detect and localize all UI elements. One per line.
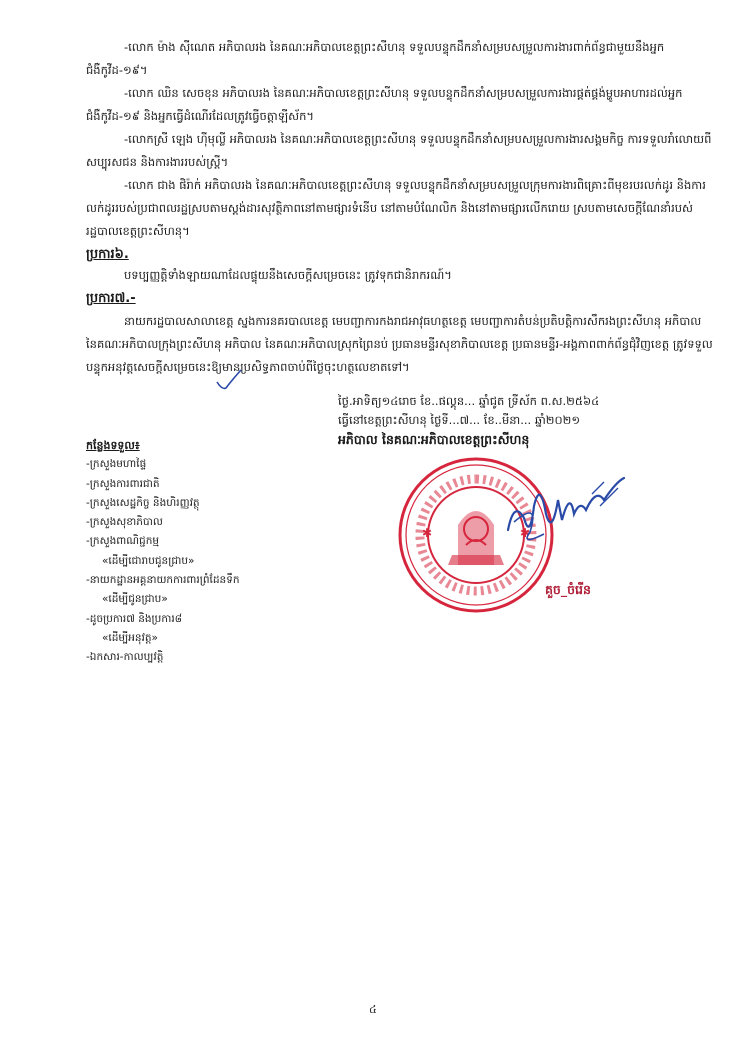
lunar-date: ថ្ងៃ.អាទិត្យ១៤រោច ខែ..ផល្គុន... ឆ្នាំជូត ទ្រីស័ក ព.ស.២៥៦៤	[338, 394, 600, 408]
recipients-title: កន្លែងទទួល៖	[86, 439, 140, 452]
paragraph-deputy-3: -លោកស្រី ឡេង ហ៊ីមុល្លី អភិបាលរង នៃគណៈអភិបាលខេត្តព្រះសីហនុ ទទួលបន្ទុកដឹកនាំសម្របសម្រួលការងារសង្គមកិច្ច ការទទួលរាំលោយពីសប្បុរសជន និងការងាររបស់ស្ត្រី។	[86, 132, 712, 169]
article-7-heading: ប្រការ៧.-	[86, 291, 136, 306]
page-number: ៤	[369, 1003, 377, 1016]
recipient-item: -ក្រសួងការពារជាតិ	[86, 477, 160, 490]
solar-date: ធ្វើនៅខេត្តព្រះសីហនុ ថ្ងៃទី...៧... ខែ..មីនា... ឆ្នាំ២០២១	[338, 413, 581, 427]
date-block	[338, 392, 718, 449]
recipient-item: -ក្រសួងសុខាភិបាល	[86, 516, 163, 529]
recipient-item: -ក្រសួងមហាផ្ទៃ	[86, 458, 147, 471]
signatory-title: អភិបាល នៃគណៈអភិបាលខេត្តព្រះសីហនុ	[338, 432, 530, 447]
article-6-heading: ប្រការ៦.	[86, 247, 129, 262]
checkmark-annotation	[214, 366, 244, 394]
recipient-item: -នាយកដ្ឋានអគ្គនាយកការពារព្រំដែនទឹក	[86, 574, 240, 587]
recipient-note: «ដើម្បីអនុវត្ត»	[102, 631, 158, 644]
paragraph-deputy-1: -លោក ម៉ាង ស៊ីណេត អភិបាលរង នៃគណៈអភិបាលខេត្តព្រះសីហនុ ទទួលបន្ទុកដឹកនាំសម្របសម្រួលការងារពាក់ព័ន្ធជាមួយនឹងអ្នកជំងឺកូវីដ-១៩។	[86, 40, 665, 77]
paragraph-deputy-4: -លោក ជាង ផិរ៉ាក់ អភិបាលរង នៃគណៈអភិបាលខេត្តព្រះសីហនុ ទទួលបន្ទុកដឹកនាំសម្របសម្រួលក្រុមការងារពិគ្រោះពីមុខរបរលក់ដូរ និងការលក់ដូររបស់ប្រជាពលរដ្ឋស្របតាមស្តង់ដារសុវត្ថិភាពនៅតាមផ្សារទំនើប នៅតាមបំណែលិក និងនៅតាមផ្សារលើករោយ ស្របតាមសេចក្តីណែនាំរបស់រដ្ឋបាលខេត្តព្រះសីហនុ។	[86, 178, 706, 238]
recipients-list	[86, 436, 316, 668]
recipient-note: «ដើម្បីជោរាបជូនជ្រាប»	[102, 554, 195, 567]
recipient-item: -ក្រសួងសេដ្ឋកិច្ច និងហិរញ្ញវត្ថុ	[86, 496, 200, 509]
paragraph-deputy-2: -លោក ឈិន សេចខុន អភិបាលរង នៃគណៈអភិបាលខេត្តព្រះសីហនុ ទទួលបន្ទុកដឹកនាំសម្របសម្រួលការងារផ្គត់ផ្គង់ម្ហូបអាហារដល់អ្នកជំងឺកូវីដ-១៩ និងអ្នកធ្វើដំណើរដែលត្រូវធ្វើចត្តាឡីស័ក។	[86, 86, 683, 123]
handwritten-signature	[500, 470, 630, 550]
recipient-item: -ក្រសួងពាណិជ្ជកម្ម	[86, 535, 160, 548]
recipient-item: -ឯកសារ-កាលប្បវត្តិ	[86, 651, 164, 664]
article-7-text: នាយករដ្ឋបាលសាលាខេត្ត ស្នងការនគរបាលខេត្ត មេបញ្ជាការកងរាជអាវុធហត្ថខេត្ត មេបញ្ជាការតំបន់ប្រតិបត្តិការសឹករងព្រះសីហនុ អភិបាល នៃគណៈអភិបាលក្រុងព្រះសីហនុ អភិបាល នៃគណៈអភិបាលស្រុកព្រៃនប់ ប្រធានមន្ទីរសុខាភិបាលខេត្ត ប្រធានមន្ទីរ-អង្គភាពពាក់ព័ន្ធជុំវិញខេត្ត ត្រូវទទួលបន្ទុកអនុវត្តសេចក្តីសម្រេចនេះឱ្យមានប្រសិទ្ធភាពចាប់ពីថ្ងៃចុះហត្ថលេខាតទៅ។	[86, 314, 713, 374]
article-6-text: បទប្បញ្ញត្តិទាំងឡាយណាដែលផ្ទុយនឹងសេចក្តីសម្រេចនេះ ត្រូវទុកជានិរាករណ៍។	[124, 268, 452, 282]
svg-text:✱: ✱	[422, 526, 433, 540]
signer-name: គួច_ចំរើន	[545, 582, 591, 597]
recipient-item: -ដូចប្រការ៧ និងប្រការ៨	[86, 612, 183, 625]
recipient-note: «ដើម្បីជូនជ្រាប»	[102, 593, 168, 606]
svg-text:✱: ✱	[520, 526, 531, 540]
